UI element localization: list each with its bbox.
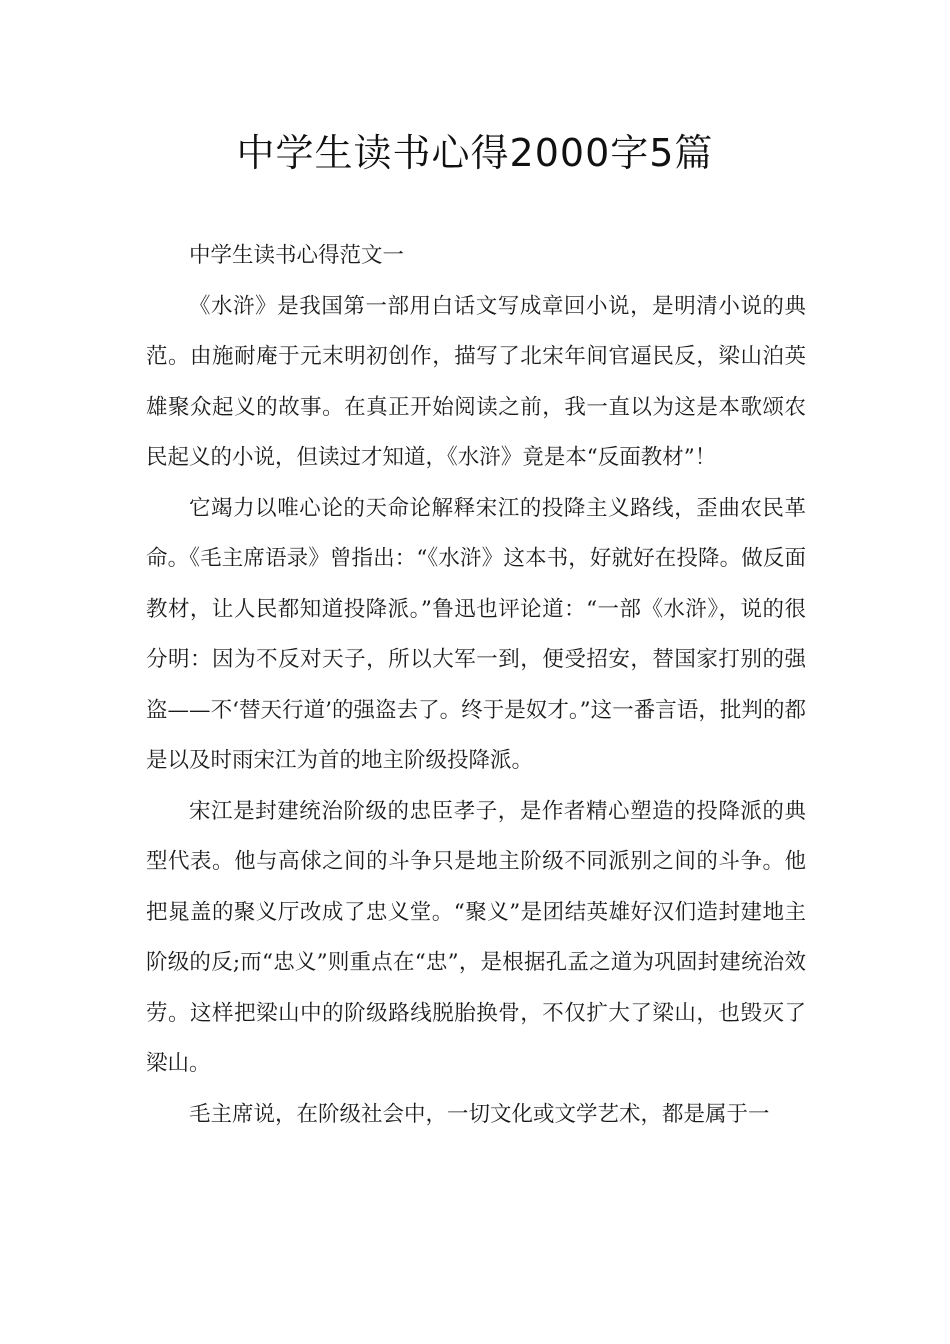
paragraph-2: 它竭力以唯心论的天命论解释宋江的投降主义路线，歪曲农民革命。《毛主席语录》曾指出：“《水浒》这本书，好就好在投降。做反面教材，让人民都知道投降派。”鲁迅也评论道：“一部《水浒》，说的很分明：因为不反对天子，所以大军一到，便受招安，替国家打别的强盗——不‘替天行道’的强盗去了。终于是奴才。”这一番言语，批判的都是以及时雨宋江为首的地主阶级投降派。 [146, 495, 806, 773]
paragraph-3: 宋江是封建统治阶级的忠臣孝子，是作者精心塑造的投降派的典型代表。他与高俅之间的斗争只是地主阶级不同派别之间的斗争。他把晁盖的聚义厅改成了忠义堂。“聚义”是团结英雄好汉们造封建地主阶级的反;而“忠义”则重点在“忠”，是根据孔孟之道为巩固封建统治效劳。这样把梁山中的阶级路线脱胎换骨，不仅扩大了梁山，也毁灭了梁山。 [146, 798, 806, 1076]
section-heading: 中学生读书心得范文一 [189, 243, 405, 268]
document-title: 中学生读书心得2000字5篇 [236, 131, 714, 175]
paragraph-1: 《水浒》是我国第一部用白话文写成章回小说，是明清小说的典范。由施耐庵于元末明初创作，描写了北宋年间官逼民反，梁山泊英雄聚众起义的故事。在真正开始阅读之前，我一直以为这是本歌颂农民起义的小说，但读过才知道，《水浒》竟是本“反面教材”！ [146, 293, 806, 470]
document-body [146, 231, 806, 1140]
paragraph-4: 毛主席说，在阶级社会中，一切文化或文学艺术，都是属于一 [189, 1101, 770, 1127]
